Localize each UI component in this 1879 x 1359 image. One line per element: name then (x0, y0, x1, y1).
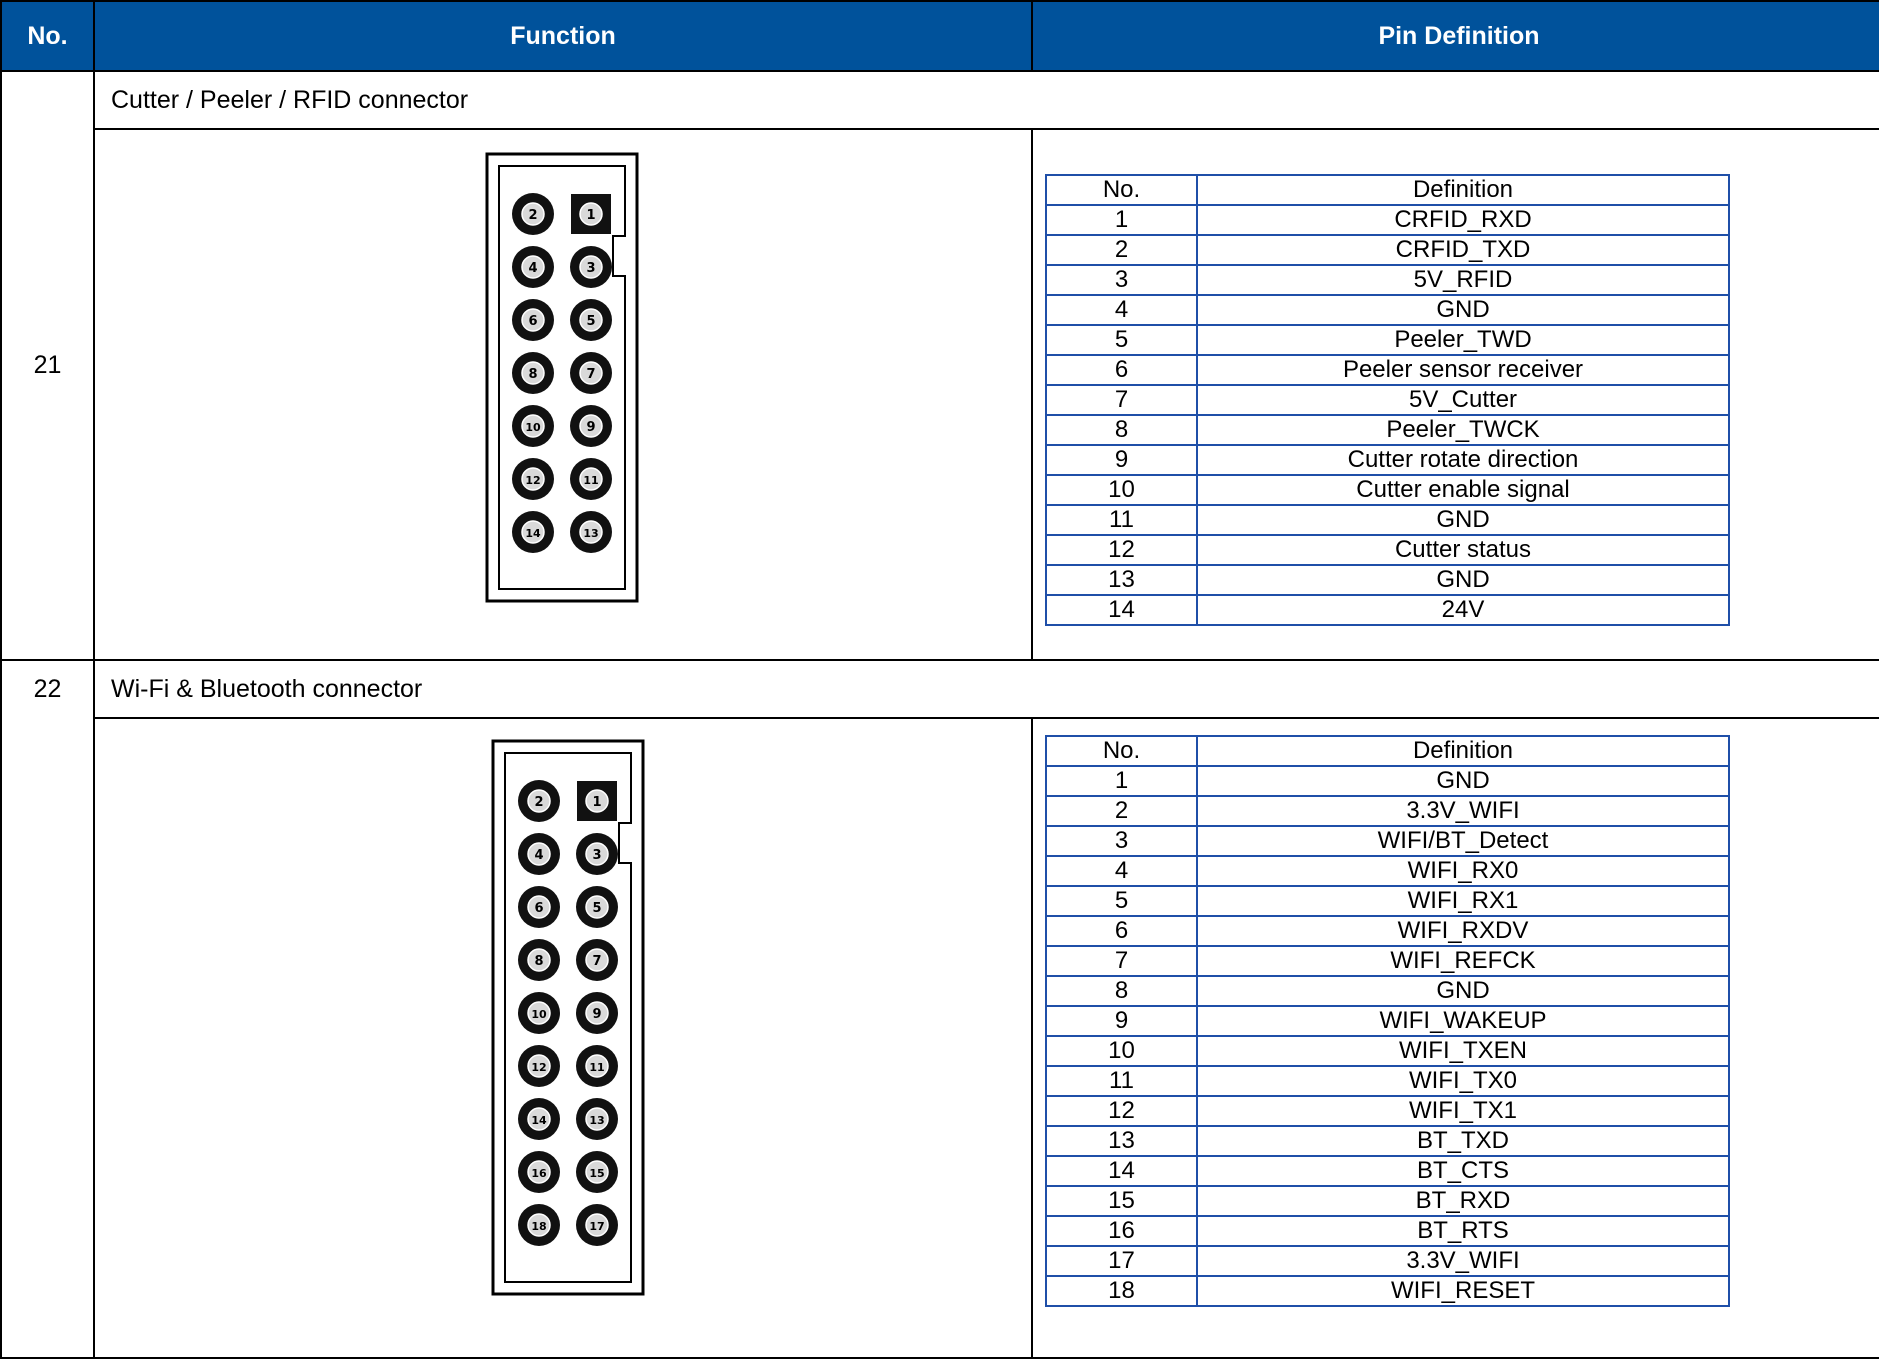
pin-label: 3 (592, 848, 602, 863)
pin-definition: Cutter status (1197, 535, 1729, 565)
pin-label: 3 (586, 261, 596, 276)
pin-12 (518, 1045, 560, 1087)
section-title: Wi-Fi & Bluetooth connector (94, 660, 1879, 718)
pin-number: 14 (1046, 1156, 1197, 1186)
pin-label: 5 (592, 901, 602, 916)
pin-label: 9 (586, 420, 596, 435)
section-title: Cutter / Peeler / RFID connector (94, 71, 1879, 129)
pin-table-row (1046, 205, 1729, 235)
pin-14 (512, 511, 554, 553)
pin-definition: WIFI/BT_Detect (1197, 826, 1729, 856)
connector-diagram-cell (94, 718, 1032, 1358)
pin-table-row (1046, 916, 1729, 946)
pin-label: 12 (531, 1061, 547, 1074)
pin-table-row (1046, 1216, 1729, 1246)
pin-definition: GND (1197, 565, 1729, 595)
pin-label: 13 (589, 1114, 605, 1127)
pin-table-row (1046, 415, 1729, 445)
pin-number: 9 (1046, 445, 1197, 475)
pin-label: 4 (528, 261, 538, 276)
pin-table-row (1046, 796, 1729, 826)
pin-4 (518, 833, 560, 875)
pin-17 (576, 1204, 618, 1246)
pin-definition: 5V_RFID (1197, 265, 1729, 295)
pin-table-row (1046, 856, 1729, 886)
pin-table-row (1046, 535, 1729, 565)
pin-definition: Peeler sensor receiver (1197, 355, 1729, 385)
pin-definition: WIFI_TX0 (1197, 1066, 1729, 1096)
pin-table-row (1046, 295, 1729, 325)
pin-table-row (1046, 385, 1729, 415)
pin-label: 7 (592, 954, 602, 969)
pin-label: 9 (592, 1007, 602, 1022)
pin-definition-cell (1032, 718, 1879, 1358)
pin-16 (518, 1151, 560, 1193)
pin-number: 2 (1046, 796, 1197, 826)
pin-table-col-no: No. (1046, 736, 1197, 766)
pin-number: 16 (1046, 1216, 1197, 1246)
pin-1 (571, 194, 611, 234)
header-row (1, 1, 1879, 71)
pin-definition: WIFI_TXEN (1197, 1036, 1729, 1066)
pin-definition: CRFID_RXD (1197, 205, 1729, 235)
pin-definition: WIFI_REFCK (1197, 946, 1729, 976)
pin-table-row (1046, 1156, 1729, 1186)
pin-number: 10 (1046, 475, 1197, 505)
pin-6 (518, 886, 560, 928)
pin-label: 5 (586, 314, 596, 329)
connector-housing (487, 154, 637, 601)
pin-definition: Peeler_TWD (1197, 325, 1729, 355)
pin-11 (576, 1045, 618, 1087)
pin-number: 6 (1046, 916, 1197, 946)
pin-label: 6 (528, 314, 538, 329)
pin-table-row (1046, 595, 1729, 625)
pin-15 (576, 1151, 618, 1193)
pin-number: 8 (1046, 976, 1197, 1006)
pin-label: 10 (531, 1008, 547, 1021)
pin-number: 13 (1046, 1126, 1197, 1156)
pin-table-row (1046, 826, 1729, 856)
pin-table-row (1046, 475, 1729, 505)
pin-label: 12 (525, 474, 541, 487)
pin-label: 16 (531, 1167, 547, 1180)
pin-definition: GND (1197, 976, 1729, 1006)
pin-3 (576, 833, 618, 875)
pin-definition: BT_RXD (1197, 1186, 1729, 1216)
pin-number: 7 (1046, 946, 1197, 976)
pin-definition: WIFI_WAKEUP (1197, 1006, 1729, 1036)
pin-definition-cell (1032, 129, 1879, 660)
pin-label: 14 (531, 1114, 547, 1127)
pin-14 (518, 1098, 560, 1140)
pin-13 (576, 1098, 618, 1140)
pin-table-row (1046, 1006, 1729, 1036)
pin-definition: CRFID_TXD (1197, 235, 1729, 265)
section-number: 22 (1, 660, 94, 1358)
pin-13 (570, 511, 612, 553)
pin-number: 8 (1046, 415, 1197, 445)
header-no: No. (1, 1, 94, 71)
pin-definition: GND (1197, 295, 1729, 325)
pin-definition: WIFI_RX0 (1197, 856, 1729, 886)
pin-number: 7 (1046, 385, 1197, 415)
connector-diagram (485, 152, 639, 603)
connector-diagram-cell (94, 129, 1032, 660)
pin-label: 11 (589, 1061, 605, 1074)
pin-table-row (1046, 1066, 1729, 1096)
pin-18 (518, 1204, 560, 1246)
pin-table-row (1046, 1276, 1729, 1306)
pin-label: 15 (589, 1167, 605, 1180)
pin-5 (576, 886, 618, 928)
section-content-row (1, 718, 1879, 1358)
pin-8 (518, 939, 560, 981)
pin-3 (570, 246, 612, 288)
pin-number: 14 (1046, 595, 1197, 625)
pin-definition: GND (1197, 766, 1729, 796)
pin-table-row (1046, 1246, 1729, 1276)
pin-6 (512, 299, 554, 341)
pin-9 (576, 992, 618, 1034)
pin-4 (512, 246, 554, 288)
pin-table-row (1046, 505, 1729, 535)
pin-label: 2 (534, 795, 544, 810)
pin-table-row (1046, 946, 1729, 976)
pin-10 (518, 992, 560, 1034)
pin-table-header-row (1046, 175, 1729, 205)
pin-number: 4 (1046, 856, 1197, 886)
pin-definition: GND (1197, 505, 1729, 535)
pin-label: 8 (534, 954, 544, 969)
pin-7 (570, 352, 612, 394)
pin-definition: WIFI_RESET (1197, 1276, 1729, 1306)
section-number: 21 (1, 71, 94, 660)
pin-number: 5 (1046, 886, 1197, 916)
pin-11 (570, 458, 612, 500)
pin-table-row (1046, 976, 1729, 1006)
pin-label: 11 (583, 474, 599, 487)
pin-table-row (1046, 766, 1729, 796)
pin-label: 6 (534, 901, 544, 916)
pin-number: 3 (1046, 265, 1197, 295)
header-pin-definition: Pin Definition (1032, 1, 1879, 71)
pin-definition: WIFI_RX1 (1197, 886, 1729, 916)
pin-table-row (1046, 325, 1729, 355)
pin-table-row (1046, 886, 1729, 916)
pin-table-row (1046, 445, 1729, 475)
pin-table-row (1046, 565, 1729, 595)
pin-label: 2 (528, 208, 538, 223)
pin-label: 18 (531, 1220, 547, 1233)
pin-definition: BT_TXD (1197, 1126, 1729, 1156)
pin-number: 2 (1046, 235, 1197, 265)
pin-7 (576, 939, 618, 981)
pin-label: 7 (586, 367, 596, 382)
pin-number: 18 (1046, 1276, 1197, 1306)
pin-label: 8 (528, 367, 538, 382)
pin-definition: 24V (1197, 595, 1729, 625)
pin-label: 10 (525, 421, 541, 434)
pin-label: 1 (592, 795, 602, 810)
pin-number: 12 (1046, 1096, 1197, 1126)
pin-1 (577, 781, 617, 821)
pin-number: 1 (1046, 205, 1197, 235)
pin-definition: 3.3V_WIFI (1197, 796, 1729, 826)
pin-table-row (1046, 1036, 1729, 1066)
pin-number: 12 (1046, 535, 1197, 565)
pin-2 (518, 780, 560, 822)
pin-label: 14 (525, 527, 541, 540)
pin-number: 10 (1046, 1036, 1197, 1066)
connector-diagram (491, 739, 645, 1296)
pin-9 (570, 405, 612, 447)
pin-5 (570, 299, 612, 341)
pin-definition: WIFI_TX1 (1197, 1096, 1729, 1126)
connector-svg (485, 152, 639, 603)
pin-number: 5 (1046, 325, 1197, 355)
pin-table-row (1046, 1096, 1729, 1126)
connector-svg (491, 739, 645, 1296)
pin-number: 13 (1046, 565, 1197, 595)
section-title-row (1, 660, 1879, 718)
pin-definition: BT_RTS (1197, 1216, 1729, 1246)
pin-label: 1 (586, 208, 596, 223)
pin-number: 4 (1046, 295, 1197, 325)
pin-table-row (1046, 235, 1729, 265)
section-title-row (1, 71, 1879, 129)
pin-table-col-definition: Definition (1197, 175, 1729, 205)
pin-table (1045, 735, 1730, 1307)
pin-10 (512, 405, 554, 447)
pin-definition: Peeler_TWCK (1197, 415, 1729, 445)
pin-number: 1 (1046, 766, 1197, 796)
pin-table-col-definition: Definition (1197, 736, 1729, 766)
pin-2 (512, 193, 554, 235)
pin-number: 11 (1046, 505, 1197, 535)
pin-table-header-row (1046, 736, 1729, 766)
section-content-row (1, 129, 1879, 660)
pin-12 (512, 458, 554, 500)
header-function: Function (94, 1, 1032, 71)
pin-definition: 5V_Cutter (1197, 385, 1729, 415)
pin-definition: BT_CTS (1197, 1156, 1729, 1186)
pin-table (1045, 174, 1730, 626)
pin-definition: Cutter enable signal (1197, 475, 1729, 505)
pin-number: 11 (1046, 1066, 1197, 1096)
pin-8 (512, 352, 554, 394)
pin-number: 17 (1046, 1246, 1197, 1276)
pin-definition: Cutter rotate direction (1197, 445, 1729, 475)
pin-number: 15 (1046, 1186, 1197, 1216)
pin-definition: WIFI_RXDV (1197, 916, 1729, 946)
pin-table-row (1046, 1186, 1729, 1216)
pin-table-col-no: No. (1046, 175, 1197, 205)
pin-table-row (1046, 1126, 1729, 1156)
pin-definition: 3.3V_WIFI (1197, 1246, 1729, 1276)
pin-label: 17 (589, 1220, 605, 1233)
pin-number: 3 (1046, 826, 1197, 856)
pin-label: 13 (583, 527, 599, 540)
pin-table-row (1046, 355, 1729, 385)
pin-number: 9 (1046, 1006, 1197, 1036)
pin-label: 4 (534, 848, 544, 863)
pin-number: 6 (1046, 355, 1197, 385)
pin-table-row (1046, 265, 1729, 295)
